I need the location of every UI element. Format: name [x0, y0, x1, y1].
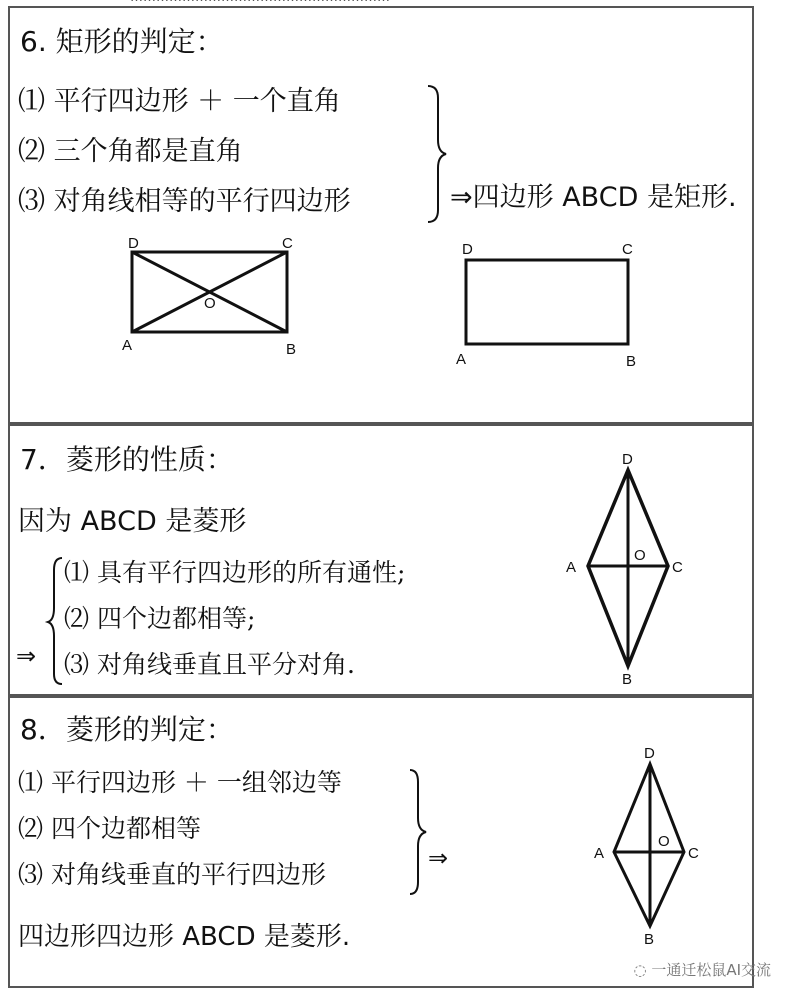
- criterion-1: ⑴ 平行四边形 ＋ 一组邻边等: [18, 768, 342, 797]
- vertex-label-d: D: [128, 235, 139, 252]
- section-7-premise: 因为 ABCD 是菱形: [18, 506, 247, 537]
- vertex-label-d: D: [462, 241, 473, 258]
- section-8-heading: 8．菱形的判定：: [20, 713, 234, 746]
- vertex-label-c: C: [622, 241, 633, 258]
- vertex-label-d: D: [644, 745, 655, 762]
- implies-arrow: ⇒: [428, 844, 449, 872]
- rectangle-figure: [454, 240, 654, 370]
- vertex-label-a: A: [594, 845, 605, 862]
- right-brace: [424, 84, 448, 224]
- cropped-header-text: [130, 0, 390, 5]
- criterion-2: ⑵ 四个边都相等: [18, 814, 201, 843]
- section-rhombus-properties: [8, 424, 754, 696]
- center-label-o: O: [634, 547, 646, 564]
- vertex-label-b: B: [286, 341, 297, 358]
- vertex-label-b: B: [644, 931, 655, 948]
- left-brace: [46, 556, 66, 686]
- section-6-conclusion: ⇒四边形 ABCD 是矩形.: [450, 182, 737, 213]
- vertex-label-a: A: [122, 337, 133, 354]
- vertex-label-c: C: [672, 559, 683, 576]
- vertex-label-d: D: [622, 451, 633, 468]
- section-8-conclusion: 四边形四边形 ABCD 是菱形.: [18, 922, 351, 952]
- right-brace: [406, 768, 430, 896]
- criterion-1: ⑴ 平行四边形 ＋ 一个直角: [18, 86, 341, 117]
- criterion-3: ⑶ 对角线垂直的平行四边形: [18, 860, 326, 889]
- center-label-o: O: [204, 295, 216, 312]
- criterion-2: ⑵ 三个角都是直角: [18, 136, 243, 167]
- section-rectangle-criteria: [8, 6, 754, 424]
- implies-arrow: ⇒: [16, 642, 37, 670]
- center-label-o: O: [658, 833, 670, 850]
- property-1: ⑴ 具有平行四边形的所有通性;: [64, 558, 406, 587]
- rectangle-with-diagonals-figure: [120, 234, 320, 364]
- vertex-label-b: B: [622, 671, 633, 688]
- rhombus-figure: [584, 745, 734, 948]
- property-3: ⑶ 对角线垂直且平分对角.: [64, 650, 355, 679]
- vertex-label-a: A: [566, 559, 577, 576]
- property-2: ⑵ 四个边都相等;: [64, 604, 256, 633]
- wechat-icon: ◌: [633, 961, 652, 979]
- criterion-3: ⑶ 对角线相等的平行四边形: [18, 186, 351, 217]
- rhombus-figure: [550, 448, 710, 688]
- section-6-heading: 6. 矩形的判定：: [20, 25, 224, 58]
- vertex-label-c: C: [282, 235, 293, 252]
- vertex-label-c: C: [688, 845, 699, 862]
- vertex-label-a: A: [456, 351, 467, 368]
- section-7-heading: 7．菱形的性质：: [20, 443, 234, 476]
- section-rhombus-criteria: [8, 696, 754, 988]
- watermark-text: 一通迁松鼠AI交流: [651, 961, 771, 979]
- watermark: [633, 959, 771, 980]
- vertex-label-b: B: [626, 353, 637, 370]
